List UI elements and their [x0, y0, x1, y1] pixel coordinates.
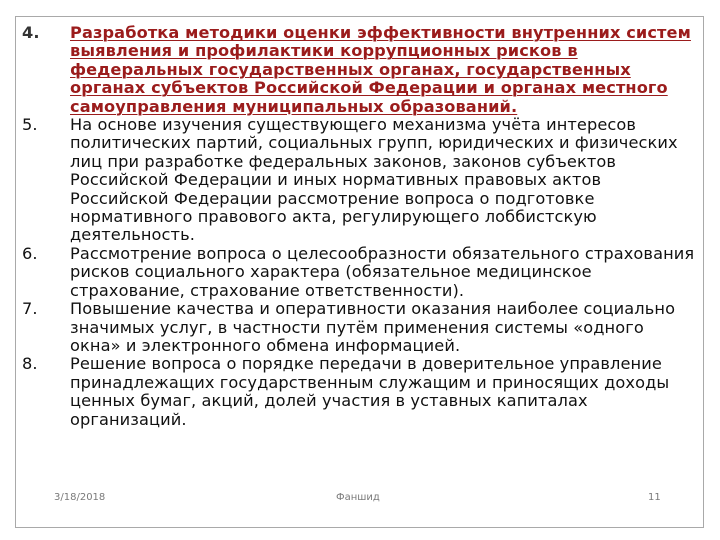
- item-text-highlighted: Разработка методики оценки эффективности внутренних систем выявления и профилактики коррупционных рисков в федеральных государственных органах, государственных органах субъектов Российской Федерации и органах местного самоуправления муниципальных образований.: [70, 23, 691, 116]
- item-text: Рассмотрение вопроса о целесообразности обязательного страхования рисков социального характера (обязательное медицинское страхование, страхование ответственности).: [70, 243, 695, 300]
- item-text: Решение вопроса о порядке передачи в доверительное управление принадлежащих государственным служащим и приносящих доходы ценных бумаг, акций, долей участия в уставных капиталах организаций.: [70, 354, 670, 429]
- item-number: 7.: [22, 299, 38, 319]
- footer-date: 3/18/2018: [54, 492, 106, 503]
- footer-center-text: Фаншид: [336, 492, 380, 503]
- item-number: 8.: [22, 354, 38, 374]
- footer-page-number: 11: [648, 492, 661, 503]
- list-item: [22, 245, 698, 300]
- list-item: [22, 116, 698, 245]
- item-number: 5.: [22, 115, 38, 135]
- item-text: На основе изучения существующего механизма учёта интересов политических партий, социальных групп, юридических и физических лиц при разработке федеральных законов, законов субъектов Российской Федерации и иных нормативных правовых актов Российской Федерации рассмотрение вопроса о подготовке нормативного правового акта, регулирующего лоббистскую деятельность.: [70, 115, 678, 245]
- list-item: [22, 24, 698, 116]
- item-number: 4.: [22, 23, 40, 42]
- list-item: [22, 300, 698, 355]
- list-item: [22, 355, 698, 429]
- numbered-list: [22, 24, 698, 429]
- item-text: Повышение качества и оперативности оказания наиболее социально значимых услуг, в частности путём применения системы «одного окна» и электронного обмена информацией.: [70, 299, 676, 355]
- item-number: 6.: [22, 243, 38, 263]
